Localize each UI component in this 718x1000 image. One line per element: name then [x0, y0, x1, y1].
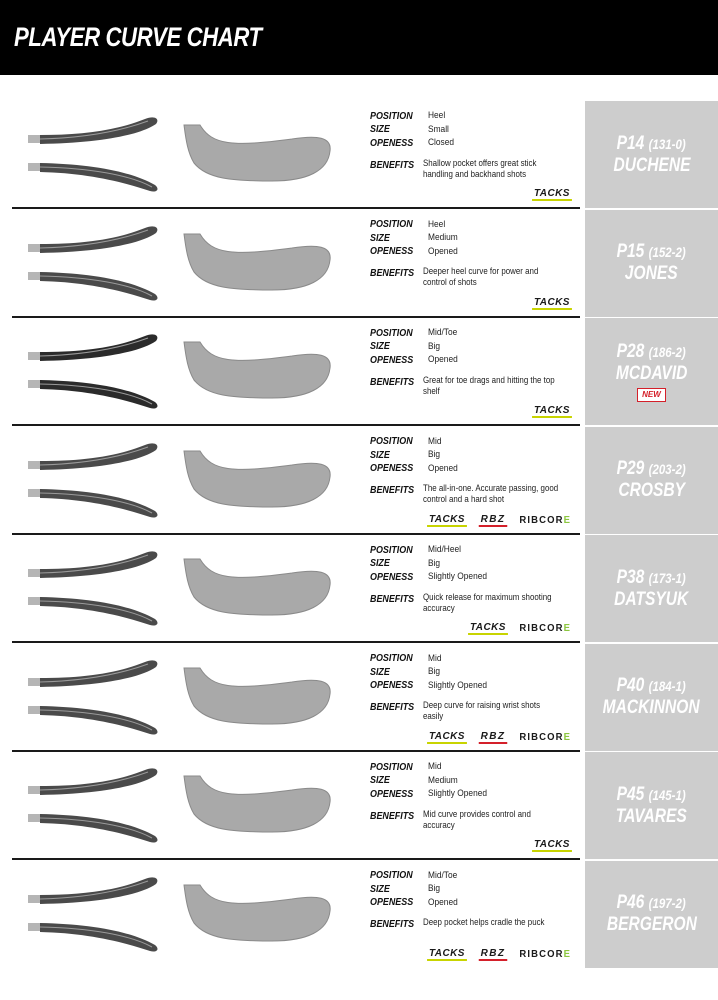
curve-side-view-icon — [20, 222, 165, 304]
curve-code-label: P14 — [616, 132, 645, 154]
curve-name-panel — [585, 427, 718, 534]
tacks-logo: TACKS — [429, 946, 466, 959]
size-label: SIZE — [370, 774, 390, 787]
position-value: Heel — [428, 218, 446, 230]
technology-logos — [531, 839, 573, 852]
curve-name-panel — [585, 752, 718, 859]
curve-code — [617, 458, 686, 480]
size-label: SIZE — [370, 557, 390, 570]
size-label: SIZE — [370, 340, 390, 353]
curve-row — [0, 318, 718, 426]
rbz-logo: RBZ — [481, 946, 506, 959]
curve-name-panel — [585, 210, 718, 317]
ribcore-logo: RIBCORE — [519, 731, 572, 743]
curve-name-panel — [585, 644, 718, 751]
player-name: CROSBY — [618, 480, 685, 501]
tacks-logo: TACKS — [534, 404, 571, 416]
size-value: Big — [428, 449, 441, 461]
player-name: DATSYUK — [614, 588, 689, 610]
curve-number: (145-1) — [649, 786, 687, 803]
blade-face-icon — [182, 449, 334, 511]
player-name: MCDAVID — [615, 363, 688, 384]
position-label: POSITION — [370, 109, 413, 122]
curve-number: (184-1) — [649, 678, 687, 694]
ribcore-logo: RIBCORE — [519, 948, 572, 960]
benefits-value: Shallow pocket offers great stick handling and backhand shots — [423, 157, 537, 179]
curve-number: (173-1) — [649, 569, 687, 586]
page-title: PLAYER CURVE CHART — [14, 22, 262, 52]
openess-value: Slightly Opened — [428, 571, 488, 583]
size-label: SIZE — [370, 448, 390, 461]
tacks-logo: TACKS — [534, 187, 571, 199]
size-value: Small — [428, 123, 449, 135]
rbz-logo: RBZ — [481, 512, 506, 525]
position-label: POSITION — [370, 869, 413, 882]
benefits-label: BENEFITS — [370, 267, 415, 279]
curve-specs — [370, 218, 580, 289]
curve-side-view-icon — [20, 439, 165, 521]
benefits-label: BENEFITS — [370, 592, 415, 605]
curve-code-label: P38 — [616, 566, 645, 588]
position-label: POSITION — [370, 652, 413, 665]
curve-code-label: P28 — [616, 341, 645, 362]
technology-logos — [426, 948, 573, 961]
blade-face-icon — [182, 557, 334, 619]
position-value: Mid — [428, 761, 442, 773]
curve-specs — [370, 109, 580, 180]
ribcore-logo: RIBCORE — [519, 514, 572, 526]
openess-value: Closed — [428, 137, 455, 149]
size-label: SIZE — [370, 231, 390, 244]
position-value: Mid/Toe — [428, 327, 458, 339]
position-value: Mid/Heel — [428, 544, 461, 556]
curve-row — [0, 752, 718, 860]
curve-name-panel — [585, 861, 718, 968]
player-name: BERGERON — [606, 914, 697, 935]
curve-row — [0, 644, 718, 752]
player-name: TAVARES — [616, 805, 687, 827]
benefits-label: BENEFITS — [370, 809, 415, 822]
position-label: POSITION — [370, 218, 413, 231]
technology-logos — [467, 622, 573, 635]
blade-face-icon — [182, 666, 334, 728]
curve-code — [617, 675, 686, 697]
curve-row — [0, 210, 718, 318]
openess-value: Opened — [428, 896, 458, 908]
header-bar — [0, 0, 718, 75]
curve-number: (152-2) — [649, 244, 687, 260]
position-label: POSITION — [370, 543, 413, 556]
curve-code-label: P45 — [616, 783, 645, 805]
tacks-logo: TACKS — [534, 295, 571, 308]
benefits-value: The all-in-one. Accurate passing, good control and a hard shot — [423, 483, 559, 504]
openess-value: Opened — [428, 354, 458, 366]
curve-code-label: P15 — [616, 241, 645, 262]
curve-code — [617, 241, 686, 263]
curve-name-panel — [585, 101, 718, 208]
curve-specs — [370, 543, 580, 614]
openess-label: OPENESS — [370, 896, 414, 909]
openess-value: Opened — [428, 245, 458, 257]
benefits-value: Mid curve provides control and accuracy — [423, 808, 532, 830]
curve-side-view-icon — [20, 656, 165, 738]
player-name: DUCHENE — [612, 154, 691, 176]
new-badge: NEW — [637, 388, 666, 402]
curve-number: (197-2) — [649, 895, 687, 911]
curve-code — [617, 133, 686, 155]
blade-face-icon — [182, 340, 334, 402]
benefits-value: Great for toe drags and hitting the top shelf — [423, 374, 556, 396]
openess-label: OPENESS — [370, 570, 414, 583]
rbz-logo: RBZ — [481, 729, 506, 742]
benefits-label: BENEFITS — [370, 375, 415, 388]
openess-label: OPENESS — [370, 787, 414, 800]
curve-side-view-icon — [20, 330, 165, 412]
position-label: POSITION — [370, 326, 413, 339]
curve-code — [617, 784, 686, 806]
technology-logos — [426, 514, 573, 527]
player-name: JONES — [625, 263, 678, 284]
curve-row — [0, 101, 718, 209]
size-label: SIZE — [370, 665, 390, 678]
tacks-logo: TACKS — [429, 729, 466, 742]
openess-label: OPENESS — [370, 136, 414, 149]
benefits-value: Deep pocket helps cradle the puck — [423, 917, 545, 927]
size-label: SIZE — [370, 123, 390, 136]
position-value: Heel — [428, 110, 446, 122]
curve-side-view-icon — [20, 113, 165, 195]
benefits-value: Deeper heel curve for power and control of shots — [423, 266, 539, 287]
technology-logos — [531, 188, 573, 201]
ribcore-logo: RIBCORE — [519, 623, 572, 634]
curve-number: (131-0) — [649, 135, 687, 152]
curve-side-view-icon — [20, 764, 165, 846]
curve-specs — [370, 652, 580, 723]
openess-value: Opened — [428, 462, 458, 474]
tacks-logo: TACKS — [429, 512, 466, 525]
curve-row — [0, 861, 718, 969]
curve-side-view-icon — [20, 547, 165, 629]
openess-label: OPENESS — [370, 353, 414, 366]
position-label: POSITION — [370, 435, 413, 448]
curve-code-label: P46 — [616, 892, 645, 913]
curve-row — [0, 427, 718, 535]
curve-specs — [370, 326, 580, 397]
benefits-label: BENEFITS — [370, 701, 415, 713]
curve-code-label: P29 — [616, 458, 645, 479]
curve-number: (186-2) — [649, 344, 687, 360]
curve-specs — [370, 435, 580, 506]
openess-value: Slightly Opened — [428, 679, 488, 691]
curve-code — [617, 567, 686, 589]
benefits-label: BENEFITS — [370, 918, 415, 930]
blade-face-icon — [182, 883, 334, 945]
position-value: Mid/Toe — [428, 869, 458, 881]
player-name: MACKINNON — [603, 697, 700, 718]
blade-face-icon — [182, 774, 334, 836]
blade-face-icon — [182, 232, 334, 294]
size-label: SIZE — [370, 882, 390, 895]
size-value: Big — [428, 557, 441, 569]
curve-code — [617, 341, 686, 363]
technology-logos — [531, 405, 573, 418]
technology-logos — [531, 297, 573, 310]
curve-name-panel — [585, 318, 718, 425]
size-value: Big — [428, 883, 441, 895]
size-value: Medium — [428, 774, 458, 786]
size-value: Big — [428, 340, 441, 352]
position-value: Mid — [428, 435, 442, 447]
curve-side-view-icon — [20, 873, 165, 955]
benefits-label: BENEFITS — [370, 158, 415, 171]
curve-number: (203-2) — [649, 461, 687, 477]
tacks-logo: TACKS — [534, 838, 571, 850]
openess-label: OPENESS — [370, 462, 414, 475]
openess-label: OPENESS — [370, 679, 414, 692]
position-value: Mid — [428, 652, 442, 664]
curve-row — [0, 535, 718, 643]
openess-label: OPENESS — [370, 245, 414, 258]
technology-logos — [426, 731, 573, 744]
benefits-value: Deep curve for raising wrist shots easily — [423, 700, 541, 721]
size-value: Big — [428, 666, 441, 678]
curve-specs — [370, 869, 580, 931]
position-label: POSITION — [370, 760, 413, 773]
tacks-logo: TACKS — [469, 621, 506, 633]
curve-name-panel — [585, 535, 718, 642]
curve-code — [617, 892, 686, 914]
curve-specs — [370, 760, 580, 831]
benefits-value: Quick release for maximum shooting accuracy — [423, 591, 552, 613]
benefits-label: BENEFITS — [370, 484, 415, 496]
blade-face-icon — [182, 123, 334, 185]
openess-value: Slightly Opened — [428, 788, 488, 800]
size-value: Medium — [428, 232, 458, 244]
curve-code-label: P40 — [616, 675, 645, 696]
